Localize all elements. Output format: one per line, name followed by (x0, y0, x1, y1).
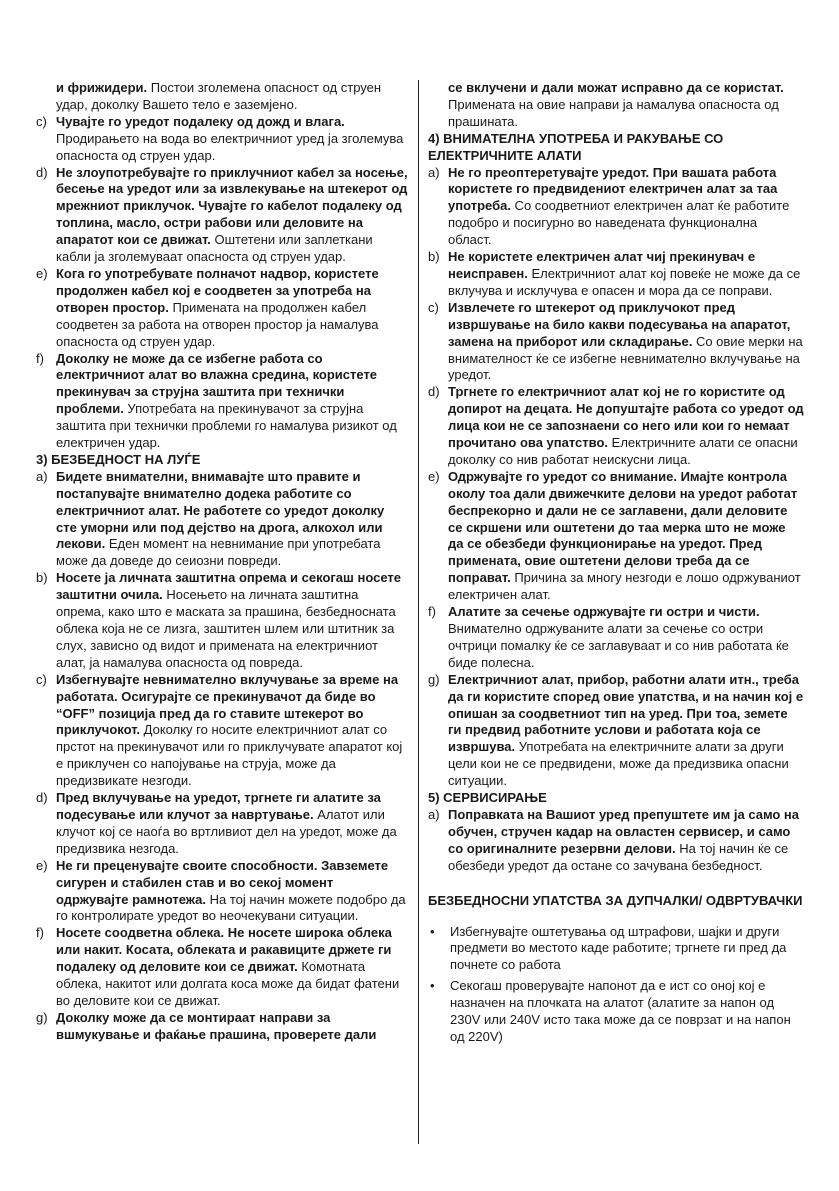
column-divider (418, 80, 419, 1144)
list-item: a) Поправката на Вашиот уред препуштете им ја само на обучен, стручен кадар на овластен сервисер, и само со оригиналните резервни делови. На тој начин ќе се обезбеди уредот да остане со зачувана безбедност. (428, 806, 800, 873)
list-item: d) Не злоупотребувајте го приклучниот кабел за носење, бесење на уредот или за извлекување на штекерот од мрежниот приклучок. Чувајте го кабелот подалеку од топлина, масло, остри рабови или деловите на апаратот кои се движат. Оштетени или заплеткани кабли ја зголемуваат опасноста од струен удар. (36, 164, 408, 265)
bullet-item: • Избегнувајте оштетувања од штрафови, шајки и други предмети во местото каде работите; тргнете ги пред да почнете со работа (430, 923, 787, 973)
list-item: d) Пред вклучување на уредот, тргнете ги алатите за подесување или клучот за навртување. Алатот или клучот кој се наоѓа во вртливиот дел на уредот, може да предизвика незгода. (36, 790, 397, 856)
list-item: c) Избегнувајте невнимателно вклучување за време на работата. Осигурајте се прекинувачот да биде во “OFF” позиција пред да го ставите штекерот во приклучокот. Доколку го носите електричниот алат со прстот на прекинувачот или го приклучувате апаратот кој е приклучен со напојување на струја, може да предизвикате незгоди. (36, 671, 403, 789)
list-item: c) Чувајте го уредот подалеку од дожд и влага. Продирањето на вода во електричниот уред ја зголемува опасноста од струен удар. (36, 113, 404, 163)
list-item: e) Кога го употребувате полначот надвор, користете продолжен кабел кој е соодветен за употреба на отворен простор. Примената на продолжен кабел соодветен за работа на отворен простор ја намалува опасноста од струен удар. (36, 265, 379, 349)
list-item: b) Носете ја личната заштитна опрема и секогаш носете заштитни очила. Носењето на личната заштитна опрема, како што е маската за прашина, безбедносната облека која не се лизга, заштитен шлем или штитник за слух, зависно од видот и примената на електричниот алат, ја намалува опасноста од повреда. (36, 570, 401, 670)
bullet-icon: • (430, 923, 435, 939)
list-item: e) Одржувајте го уредот со внимание. Имајте контрола околу тоа дали движечките делови на уредот работат беспрекорно и дали не се заглавени, дали деловите се скршени или оштетени до таа мерка што не може да се обезбеди функционирање на уредот. Пред примената, овие оштетени делови треба да се поправат. Причина за многу незгоди е лошо одржуваниот електричен алат. (428, 468, 801, 603)
bullet-item: • Секогаш проверувајте напонот да е ист со оној кој е назначен на плочката на алатот (алатите за напон од 230V или 240V исто така може да се поврзат и на напон од 220V) (430, 978, 791, 1044)
section-heading: 4) ВНИМАТЕЛНА УПОТРЕБА И РАКУВАЊЕ СО ЕЛЕКТРИЧНИТЕ АЛАТИ (428, 130, 724, 163)
safety-heading: БЕЗБЕДНОСНИ УПАТСТВА ЗА ДУПЧАЛКИ/ ОДВРТУВАЧКИ (428, 892, 803, 908)
list-item: a) Бидете внимателни, внимавајте што правите и постапувајте внимателно додека работите со електричниот алат. Не работете со уредот доколку сте уморни или под дејство на дрога, алкохол или лекови. Еден момент на невнимание при употребата може да доведе до сеиозни повреди. (36, 468, 385, 569)
section-heading: 5) СЕРВИСИРАЊЕ (428, 790, 547, 806)
list-item: f) Алатите за сечење одржувајте ги остри и чисти. Внимателно одржуваните алати за сечење со остри очтрици помалку ќе се заглавуваат и со нив работата ќе биде полесна. (428, 604, 789, 670)
list-item: f) Носете соодветна облека. Не носете широка облека или накит. Косата, облеката и ракавиците држете ги подалеку од деловите кои се движат. Комотната облека, накитот или долгата коса може да бидат фатени во деловите кои се движат. (36, 925, 400, 1008)
list-item: a) Не го преоптеретувајте уредот. При вашата работа користете го предвидениот електричен алат за таа употреба. Со соодветниот електричен алат ќе работите подобро и посигурно во наведената функционална област. (428, 164, 790, 248)
right-column (428, 80, 804, 1050)
section-heading: 3) БЕЗБЕДНОСТ НА ЛУЃЕ (36, 451, 201, 467)
list-item: g) Електричниот алат, прибор, работни алати итн., треба да ги користите според овие упатства, и на начин кој е опишан за соодветниот тип на уред. При тоа, земете ги предвид работните услови и работата која се извршува. Употребата на електричните алати за други цели кои не се предвидени, може да предизвика опасни ситуации. (428, 671, 804, 789)
left-column (36, 80, 408, 1044)
list-item: d) Тргнете го електричниот алат кој не го користите од допирот на децата. Не допуштајте работа со уредот од лица кои не се запознаени со него или кои го немаат прочитано ова упатство. Електричните алати се опасни доколку со нив работат неискусни лица. (428, 384, 804, 467)
list-item: c) Извлечете го штекерот од приклучокот пред извршување на било какви подесувања на апаратот, замена на приборот или складирање. Со овие мерки на внимателност ќе се избегне невнимателно вклучување на уредот. (428, 299, 803, 383)
list-item: f) Доколку не може да се избегне работа со електричниот алат во влажна средина, користете прекинувач за струјна заштита при технички проблеми. Употребата на прекинувачот за струјна заштита при технички проблеми го намалува ризикот од електричен удар. (36, 350, 397, 451)
bullet-icon: • (430, 978, 435, 994)
list-item: g) Доколку може да се монтираат направи за вшмукување и фаќање прашина, проверете дали (36, 1009, 377, 1042)
continued-paragraph: се вклучени и дали можат исправно да се користат. Примената на овие направи ја намалува опасноста од прашината. (448, 80, 784, 129)
continued-paragraph: и фрижидери. Постои зголемена опасност од струен удар, доколку Вашето тело е заземјено. (56, 80, 382, 112)
list-item: e) Не ги преценувајте своите способности. Завземете сигурен и стабилен став и во секој момент одржувајте рамнотежа. На тој начин можете подобро да го контролирате уредот во неочекувани ситуации. (36, 857, 406, 924)
list-item: b) Не користете електричен алат чиј прекинувач е неисправен. Електричниот алат кој повеќе не може да се вклучува и исклучува е опасен и мора да се поправи. (428, 249, 801, 298)
